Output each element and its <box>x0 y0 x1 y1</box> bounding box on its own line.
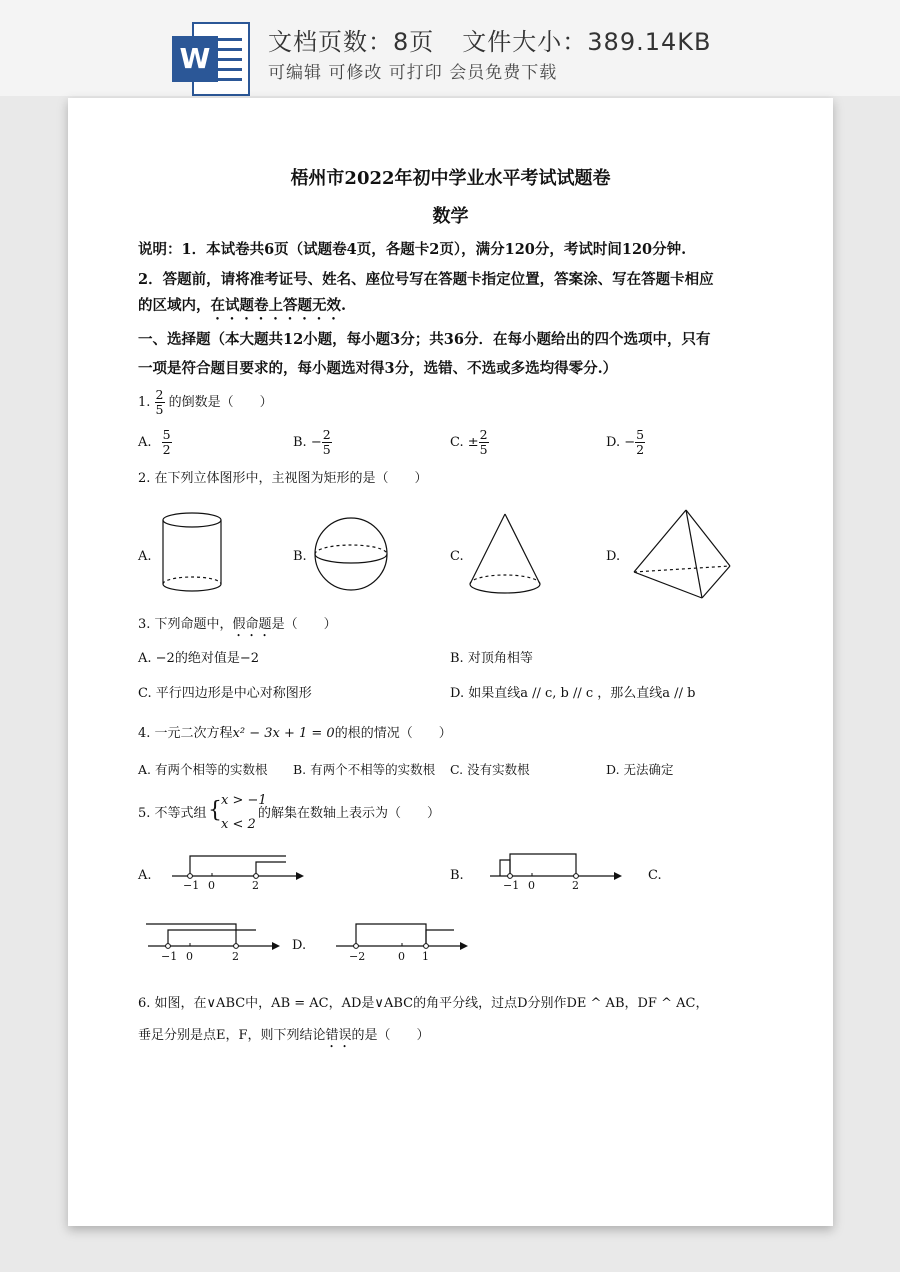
q3-stem-emphasis: 假命题 <box>232 617 272 632</box>
q5-ineq2-text: x < 2 <box>221 817 256 832</box>
nlc-tick-1: −1 <box>161 950 178 963</box>
q1-a-den: 2 <box>162 442 171 457</box>
nld-tick-1: −2 <box>349 950 366 963</box>
q1-frac-denominator: 5 <box>155 402 164 417</box>
number-line-a <box>168 846 308 892</box>
number-line-c <box>144 916 284 966</box>
q2-label-a: A. <box>138 549 152 564</box>
q4-option-a: A. 有两个相等的实数根 <box>138 762 268 777</box>
word-icon-letter: W <box>172 36 218 82</box>
q1-option-a <box>138 428 172 457</box>
file-info <box>268 22 711 57</box>
q1-c-num: 2 <box>479 427 488 442</box>
q4-option-d: D. 无法确定 <box>606 762 674 777</box>
q1-option-d <box>606 428 645 457</box>
nlb-tick-1: −1 <box>503 879 520 892</box>
doc-title: 梧州市2022年初中学业水平考试试题卷 <box>290 168 611 189</box>
q1-a-num: 5 <box>162 427 171 442</box>
q4-stem-prefix: 4. 一元二次方程 <box>138 726 233 741</box>
q4-stem-suffix: 的根的情况（ ） <box>334 726 452 741</box>
tetrahedron-figure <box>630 506 734 602</box>
q1-d-fraction <box>635 428 645 457</box>
q1-d-sign: − <box>624 435 636 450</box>
q1-stem: 的倒数是（ ） <box>168 395 273 410</box>
q1-b-label: B. <box>293 435 307 450</box>
note-2b-emphasis: 在试题卷上答题无效 <box>210 297 341 314</box>
q5-brace: { <box>208 798 222 823</box>
word-document-icon <box>172 22 250 96</box>
document-page <box>68 98 833 1226</box>
q4-stem <box>138 725 452 743</box>
q1-b-fraction <box>322 428 332 457</box>
q5-label-d: D. <box>292 938 307 953</box>
q2-label-b: B. <box>293 549 307 564</box>
q1-b-sign: − <box>310 435 322 450</box>
nld-tick-2: 0 <box>398 950 405 963</box>
q3-option-c: C. 平行四边形是中心对称图形 <box>138 686 312 701</box>
number-line-b <box>488 846 628 892</box>
q6-line-2 <box>138 1027 430 1051</box>
q1-a-fraction <box>162 428 172 457</box>
q5-label-c: C. <box>648 868 662 883</box>
q5-label-b: B. <box>450 868 464 883</box>
note-2b <box>138 297 346 323</box>
q6-line2-suffix: 的是（ ） <box>351 1028 430 1043</box>
feature-list: 可编辑 可修改 可打印 会员免费下载 <box>268 63 558 83</box>
q1-option-b <box>293 428 332 457</box>
q5-ineq1-text: x > −1 <box>221 793 267 808</box>
q3-stem <box>138 616 337 640</box>
q2-label-d: D. <box>606 549 621 564</box>
nld-tick-3: 1 <box>422 950 429 963</box>
nlc-tick-3: 2 <box>232 950 239 963</box>
cylinder-figure <box>158 510 228 596</box>
nla-tick-3: 2 <box>252 879 259 892</box>
q1-frac-numerator: 2 <box>155 387 164 402</box>
nla-tick-2: 0 <box>208 879 215 892</box>
q3-option-a: A. −2的绝对值是−2 <box>138 651 259 666</box>
q1-option-c <box>450 428 489 457</box>
q2-stem: 2. 在下列立体图形中，主视图为矩形的是（ ） <box>138 471 428 486</box>
q3-option-b: B. 对顶角相等 <box>450 651 533 666</box>
q5-label-a: A. <box>138 868 152 883</box>
note-2b-suffix: . <box>341 297 347 314</box>
q1-fraction <box>155 388 165 417</box>
q1-c-den: 5 <box>479 442 488 457</box>
q1-b-num: 2 <box>322 427 331 442</box>
section-1-heading-b: 一项是符合题目要求的，每小题选对得3分，选错、不选或多选均得零分.） <box>138 360 618 377</box>
cone-figure <box>466 510 546 600</box>
q5-inequality-2 <box>221 816 256 834</box>
q5-stem-suffix: 的解集在数轴上表示为（ ） <box>258 806 441 821</box>
q6-line2-prefix: 垂足分别是点E，F，则下列结论 <box>138 1028 326 1043</box>
q1-c-label: C. <box>450 435 464 450</box>
note-2b-prefix: 的区域内， <box>138 297 211 314</box>
q3-stem-prefix: 3. 下列命题中， <box>138 617 233 632</box>
q3-stem-suffix: 是（ ） <box>271 617 337 632</box>
nla-tick-1: −1 <box>183 879 200 892</box>
q2-label-c: C. <box>450 549 464 564</box>
doc-subject: 数学 <box>432 206 469 227</box>
q3-option-d: D. 如果直线a // c, b // c ，那么直线a // b <box>450 686 696 701</box>
q1-number: 1. <box>138 395 151 410</box>
q4-equation: x² − 3x + 1 = 0 <box>232 726 335 741</box>
page-count: 文档页数：8页 <box>268 28 435 56</box>
q6-line2-emphasis: 错误 <box>325 1028 352 1043</box>
q1-b-den: 5 <box>322 442 331 457</box>
nlc-tick-2: 0 <box>186 950 193 963</box>
q1-c-sign: ± <box>467 435 479 450</box>
note-1: 说明：1．本试卷共6页（试题卷4页，各题卡2页），满分120分，考试时间120分钟. <box>138 241 687 258</box>
q1-c-fraction <box>479 428 489 457</box>
q6-line-1: 6. 如图，在∨ABC中，AB = AC，AD是∨ABC的角平分线，过点D分别作DE ^ AB，DF ^ AC， <box>138 996 709 1011</box>
header-banner <box>0 0 900 96</box>
q1-d-den: 2 <box>636 442 645 457</box>
q5-stem-prefix: 5. 不等式组 <box>138 806 207 821</box>
q1-d-num: 5 <box>636 427 645 442</box>
q4-option-c: C. 没有实数根 <box>450 762 530 777</box>
q1-a-label: A. <box>138 435 152 450</box>
note-2a: 2．答题前，请将准考证号、姓名、座位号写在答题卡指定位置，答案涂、写在答题卡相应 <box>138 271 714 288</box>
section-1-heading-a: 一、选择题（本大题共12小题，每小题3分；共36分．在每小题给出的四个选项中，只有 <box>138 331 711 348</box>
q4-option-b: B. 有两个不相等的实数根 <box>293 762 436 777</box>
question-1 <box>138 388 273 417</box>
q1-d-label: D. <box>606 435 621 450</box>
nlb-tick-2: 0 <box>528 879 535 892</box>
nlb-tick-3: 2 <box>572 879 579 892</box>
number-line-d <box>334 916 474 966</box>
file-size: 文件大小：389.14KB <box>462 28 712 56</box>
sphere-figure <box>312 515 392 595</box>
